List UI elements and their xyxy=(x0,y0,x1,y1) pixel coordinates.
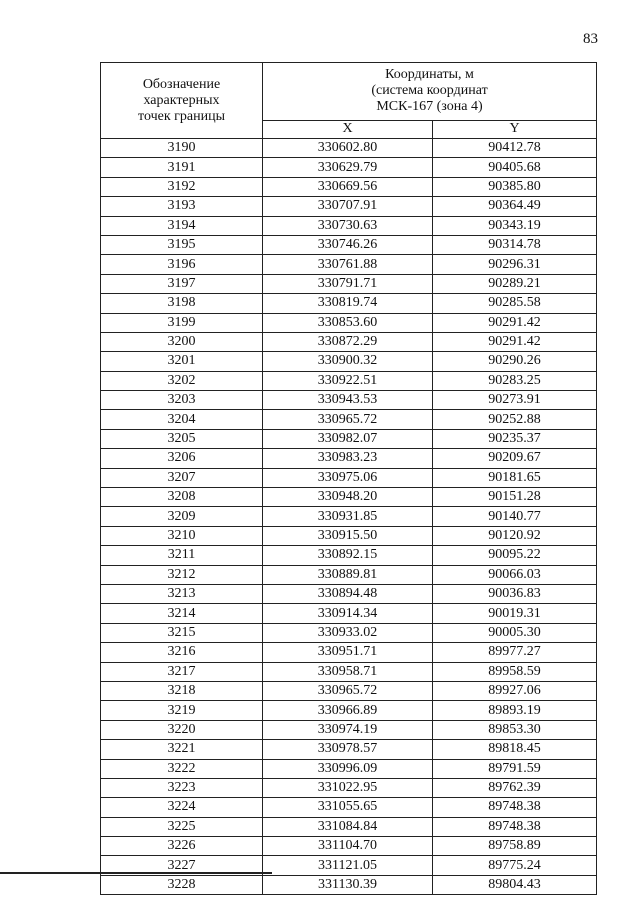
point-header-line: характерных xyxy=(143,92,220,108)
page-number: 83 xyxy=(583,31,598,47)
table-row xyxy=(101,255,597,274)
table-row xyxy=(101,313,597,332)
point-number-cell: 3198 xyxy=(101,294,263,313)
table-row xyxy=(101,468,597,487)
point-designation-header xyxy=(101,63,263,139)
y-coordinate-cell: 90289.21 xyxy=(433,274,597,293)
x-coordinate-cell: 331055.65 xyxy=(263,798,433,817)
y-coordinate-cell: 90314.78 xyxy=(433,235,597,254)
point-number-cell: 3206 xyxy=(101,449,263,468)
table-row xyxy=(101,197,597,216)
table-row xyxy=(101,798,597,817)
point-number-cell: 3191 xyxy=(101,158,263,177)
table-row xyxy=(101,371,597,390)
y-coordinate-cell: 90252.88 xyxy=(433,410,597,429)
table-row xyxy=(101,177,597,196)
x-coordinate-cell: 331104.70 xyxy=(263,837,433,856)
point-number-cell: 3195 xyxy=(101,235,263,254)
y-coordinate-cell: 90273.91 xyxy=(433,391,597,410)
point-number-cell: 3205 xyxy=(101,429,263,448)
table-row xyxy=(101,817,597,836)
x-coordinate-cell: 330958.71 xyxy=(263,662,433,681)
x-coordinate-cell: 330892.15 xyxy=(263,546,433,565)
x-coordinate-cell: 330629.79 xyxy=(263,158,433,177)
table-row xyxy=(101,429,597,448)
table-body xyxy=(101,139,597,895)
point-number-cell: 3199 xyxy=(101,313,263,332)
table-row xyxy=(101,507,597,526)
x-coordinate-cell: 331022.95 xyxy=(263,778,433,797)
table-row xyxy=(101,391,597,410)
x-coordinate-cell: 331084.84 xyxy=(263,817,433,836)
x-coordinate-cell: 330983.23 xyxy=(263,449,433,468)
y-coordinate-cell: 90291.42 xyxy=(433,332,597,351)
table-row xyxy=(101,158,597,177)
y-coordinate-cell: 90235.37 xyxy=(433,429,597,448)
table-header xyxy=(101,63,597,139)
x-coordinate-cell: 330872.29 xyxy=(263,332,433,351)
table-row xyxy=(101,778,597,797)
x-coordinate-cell: 330746.26 xyxy=(263,235,433,254)
y-coordinate-cell: 90343.19 xyxy=(433,216,597,235)
point-number-cell: 3216 xyxy=(101,643,263,662)
table-row xyxy=(101,720,597,739)
y-column-header: Y xyxy=(433,120,597,138)
point-number-cell: 3213 xyxy=(101,584,263,603)
coords-header-line: (система координат xyxy=(371,83,488,99)
y-coordinate-cell: 90120.92 xyxy=(433,526,597,545)
x-coordinate-cell: 331130.39 xyxy=(263,875,433,894)
x-coordinate-cell: 330819.74 xyxy=(263,294,433,313)
x-coordinate-cell: 330791.71 xyxy=(263,274,433,293)
y-coordinate-cell: 90290.26 xyxy=(433,352,597,371)
table-row xyxy=(101,681,597,700)
table-row xyxy=(101,759,597,778)
x-column-header: X xyxy=(263,120,433,138)
table-row xyxy=(101,740,597,759)
y-coordinate-cell: 90181.65 xyxy=(433,468,597,487)
y-coordinate-cell: 89958.59 xyxy=(433,662,597,681)
point-number-cell: 3217 xyxy=(101,662,263,681)
table-row xyxy=(101,565,597,584)
y-coordinate-cell: 89804.43 xyxy=(433,875,597,894)
point-number-cell: 3201 xyxy=(101,352,263,371)
y-coordinate-cell: 90140.77 xyxy=(433,507,597,526)
x-coordinate-cell: 330669.56 xyxy=(263,177,433,196)
x-coordinate-cell: 330915.50 xyxy=(263,526,433,545)
x-coordinate-cell: 330707.91 xyxy=(263,197,433,216)
y-coordinate-cell: 90283.25 xyxy=(433,371,597,390)
y-coordinate-cell: 89748.38 xyxy=(433,817,597,836)
point-number-cell: 3210 xyxy=(101,526,263,545)
table-row xyxy=(101,875,597,894)
point-number-cell: 3193 xyxy=(101,197,263,216)
x-coordinate-cell: 330900.32 xyxy=(263,352,433,371)
point-number-cell: 3194 xyxy=(101,216,263,235)
point-number-cell: 3220 xyxy=(101,720,263,739)
point-header-line: точек границы xyxy=(138,108,225,124)
y-coordinate-cell: 90019.31 xyxy=(433,604,597,623)
table-row xyxy=(101,526,597,545)
x-coordinate-cell: 330922.51 xyxy=(263,371,433,390)
x-coordinate-cell: 330982.07 xyxy=(263,429,433,448)
point-number-cell: 3226 xyxy=(101,837,263,856)
table-row xyxy=(101,546,597,565)
x-coordinate-cell: 330730.63 xyxy=(263,216,433,235)
table-row xyxy=(101,449,597,468)
y-coordinate-cell: 90151.28 xyxy=(433,488,597,507)
coordinates-table xyxy=(100,62,597,895)
table-row xyxy=(101,662,597,681)
x-coordinate-cell: 330933.02 xyxy=(263,623,433,642)
y-coordinate-cell: 89758.89 xyxy=(433,837,597,856)
x-coordinate-cell: 330853.60 xyxy=(263,313,433,332)
y-coordinate-cell: 90095.22 xyxy=(433,546,597,565)
table-row xyxy=(101,604,597,623)
point-number-cell: 3225 xyxy=(101,817,263,836)
point-number-cell: 3200 xyxy=(101,332,263,351)
y-coordinate-cell: 90364.49 xyxy=(433,197,597,216)
x-coordinate-cell: 330965.72 xyxy=(263,681,433,700)
x-coordinate-cell: 331121.05 xyxy=(263,856,433,875)
coords-header-line: Координаты, м xyxy=(385,67,474,83)
table-row xyxy=(101,584,597,603)
y-coordinate-cell: 90285.58 xyxy=(433,294,597,313)
point-number-cell: 3207 xyxy=(101,468,263,487)
x-coordinate-cell: 330978.57 xyxy=(263,740,433,759)
point-number-cell: 3190 xyxy=(101,139,263,158)
table-row xyxy=(101,623,597,642)
point-number-cell: 3222 xyxy=(101,759,263,778)
table-row xyxy=(101,274,597,293)
y-coordinate-cell: 89775.24 xyxy=(433,856,597,875)
point-number-cell: 3209 xyxy=(101,507,263,526)
table-row xyxy=(101,216,597,235)
x-coordinate-cell: 330894.48 xyxy=(263,584,433,603)
point-number-cell: 3219 xyxy=(101,701,263,720)
table-row xyxy=(101,701,597,720)
y-coordinate-cell: 89818.45 xyxy=(433,740,597,759)
point-number-cell: 3212 xyxy=(101,565,263,584)
y-coordinate-cell: 90291.42 xyxy=(433,313,597,332)
point-number-cell: 3214 xyxy=(101,604,263,623)
table-row xyxy=(101,837,597,856)
table-row xyxy=(101,488,597,507)
x-coordinate-cell: 330943.53 xyxy=(263,391,433,410)
x-coordinate-cell: 330966.89 xyxy=(263,701,433,720)
point-number-cell: 3215 xyxy=(101,623,263,642)
y-coordinate-cell: 89893.19 xyxy=(433,701,597,720)
table-row xyxy=(101,235,597,254)
point-number-cell: 3203 xyxy=(101,391,263,410)
x-coordinate-cell: 330996.09 xyxy=(263,759,433,778)
point-number-cell: 3223 xyxy=(101,778,263,797)
point-number-cell: 3211 xyxy=(101,546,263,565)
point-number-cell: 3202 xyxy=(101,371,263,390)
footer-rule xyxy=(0,872,272,874)
coordinates-header xyxy=(263,63,597,121)
x-coordinate-cell: 330914.34 xyxy=(263,604,433,623)
x-coordinate-cell: 330948.20 xyxy=(263,488,433,507)
y-coordinate-cell: 89853.30 xyxy=(433,720,597,739)
y-coordinate-cell: 90385.80 xyxy=(433,177,597,196)
y-coordinate-cell: 90036.83 xyxy=(433,584,597,603)
y-coordinate-cell: 89748.38 xyxy=(433,798,597,817)
x-coordinate-cell: 330975.06 xyxy=(263,468,433,487)
y-coordinate-cell: 90209.67 xyxy=(433,449,597,468)
x-coordinate-cell: 330931.85 xyxy=(263,507,433,526)
table-row xyxy=(101,410,597,429)
y-coordinate-cell: 90296.31 xyxy=(433,255,597,274)
point-number-cell: 3204 xyxy=(101,410,263,429)
y-coordinate-cell: 89762.39 xyxy=(433,778,597,797)
point-number-cell: 3218 xyxy=(101,681,263,700)
table-row xyxy=(101,332,597,351)
x-coordinate-cell: 330965.72 xyxy=(263,410,433,429)
y-coordinate-cell: 89927.06 xyxy=(433,681,597,700)
point-number-cell: 3227 xyxy=(101,856,263,875)
y-coordinate-cell: 89791.59 xyxy=(433,759,597,778)
x-coordinate-cell: 330974.19 xyxy=(263,720,433,739)
point-number-cell: 3224 xyxy=(101,798,263,817)
y-coordinate-cell: 89977.27 xyxy=(433,643,597,662)
coords-header-line: МСК-167 (зона 4) xyxy=(376,99,483,115)
point-number-cell: 3208 xyxy=(101,488,263,507)
x-coordinate-cell: 330761.88 xyxy=(263,255,433,274)
table-row xyxy=(101,643,597,662)
table-row xyxy=(101,352,597,371)
y-coordinate-cell: 90066.03 xyxy=(433,565,597,584)
table-row xyxy=(101,139,597,158)
x-coordinate-cell: 330951.71 xyxy=(263,643,433,662)
point-number-cell: 3221 xyxy=(101,740,263,759)
point-number-cell: 3197 xyxy=(101,274,263,293)
x-coordinate-cell: 330602.80 xyxy=(263,139,433,158)
x-coordinate-cell: 330889.81 xyxy=(263,565,433,584)
y-coordinate-cell: 90412.78 xyxy=(433,139,597,158)
y-coordinate-cell: 90405.68 xyxy=(433,158,597,177)
y-coordinate-cell: 90005.30 xyxy=(433,623,597,642)
point-number-cell: 3196 xyxy=(101,255,263,274)
point-number-cell: 3192 xyxy=(101,177,263,196)
point-number-cell: 3228 xyxy=(101,875,263,894)
table-row xyxy=(101,294,597,313)
point-header-line: Обозначение xyxy=(142,76,221,92)
